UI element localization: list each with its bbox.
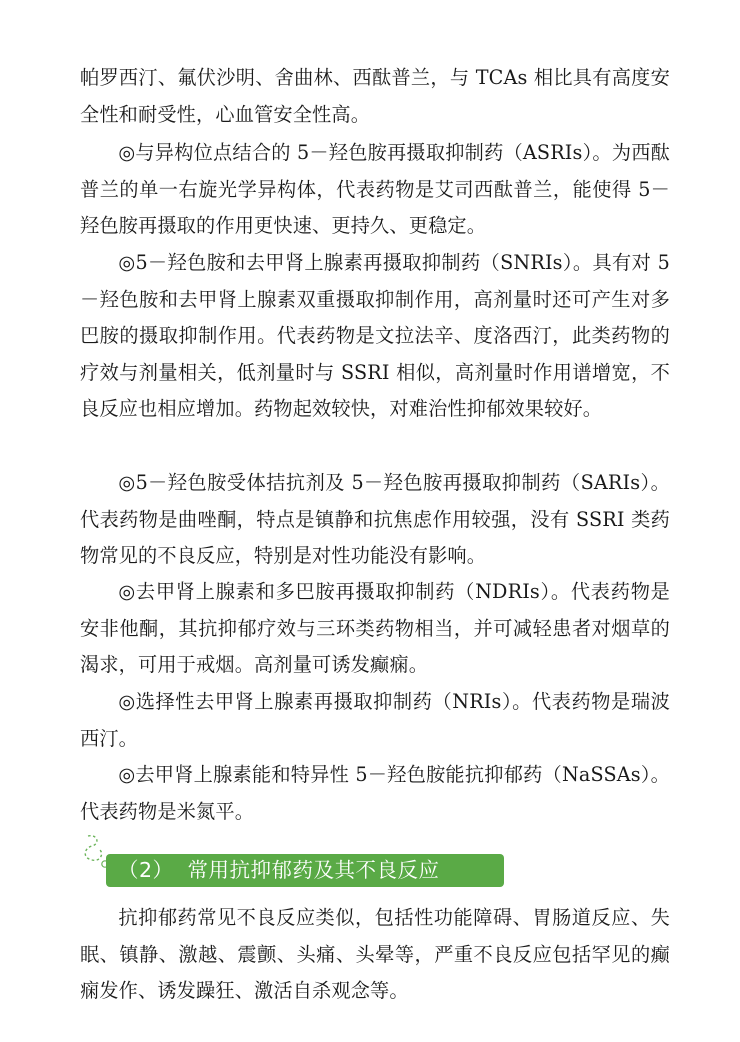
paragraph-asris: ◎与异构位点结合的 5－羟色胺再摄取抑制药（ASRIs）。为西酞普兰的单一右旋光学异构体，代表药物是艾司西酞普兰，能使得 5－羟色胺再摄取的作用更快速、更持久、更稳定。 [80,141,670,237]
paragraph-saris: ◎5－羟色胺受体拮抗剂及 5－羟色胺再摄取抑制药（SARIs）。代表药物是曲唑酮，特点是镇静和抗焦虑作用较强，没有 SSRI 类药物常见的不良反应，特别是对性功能没有影响。 [80,471,670,567]
paragraph-continuation: 帕罗西汀、氟伏沙明、舍曲林、西酞普兰，与 TCAs 相比具有高度安全性和耐受性，心血管安全性高。 [80,66,670,126]
section-heading-number: （2） [118,858,174,882]
section-heading-title: 常用抗抑郁药及其不良反应 [187,858,440,882]
paragraph-nassas: ◎去甲肾上腺素能和特异性 5－羟色胺能抗抑郁药（NaSSAs）。代表药物是米氮平。 [80,763,670,823]
section-heading [78,830,518,890]
paragraph-side-effects: 抗抑郁药常见不良反应类似，包括性功能障碍、胃肠道反应、失眠、镇静、激越、震颤、头痛、头晕等，严重不良反应包括罕见的癫痫发作、诱发躁狂、激活自杀观念等。 [80,906,670,1002]
paragraph-ndris: ◎去甲肾上腺素和多巴胺再摄取抑制药（NDRIs）。代表药物是安非他酮，其抗抑郁疗效与三环类药物相当，并可减轻患者对烟草的渴求，可用于戒烟。高剂量可诱发癫痫。 [80,580,670,676]
section-heading-bar [106,854,504,887]
paragraph-snris: ◎5－羟色胺和去甲肾上腺素再摄取抑制药（SNRIs）。具有对 5－羟色胺和去甲肾上腺素双重摄取抑制作用，高剂量时还可产生对多巴胺的摄取抑制作用。代表药物是文拉法辛、度洛西汀，此类药物的疗效与剂量相关，低剂量时与 SSRI 相似，高剂量时作用谱增宽，不良反应也相应增加。药物起效较快，对难治性抑郁效果较好。 [80,251,670,420]
paragraph-nris: ◎选择性去甲肾上腺素再摄取抑制药（NRIs）。代表药物是瑞波西汀。 [80,690,670,750]
